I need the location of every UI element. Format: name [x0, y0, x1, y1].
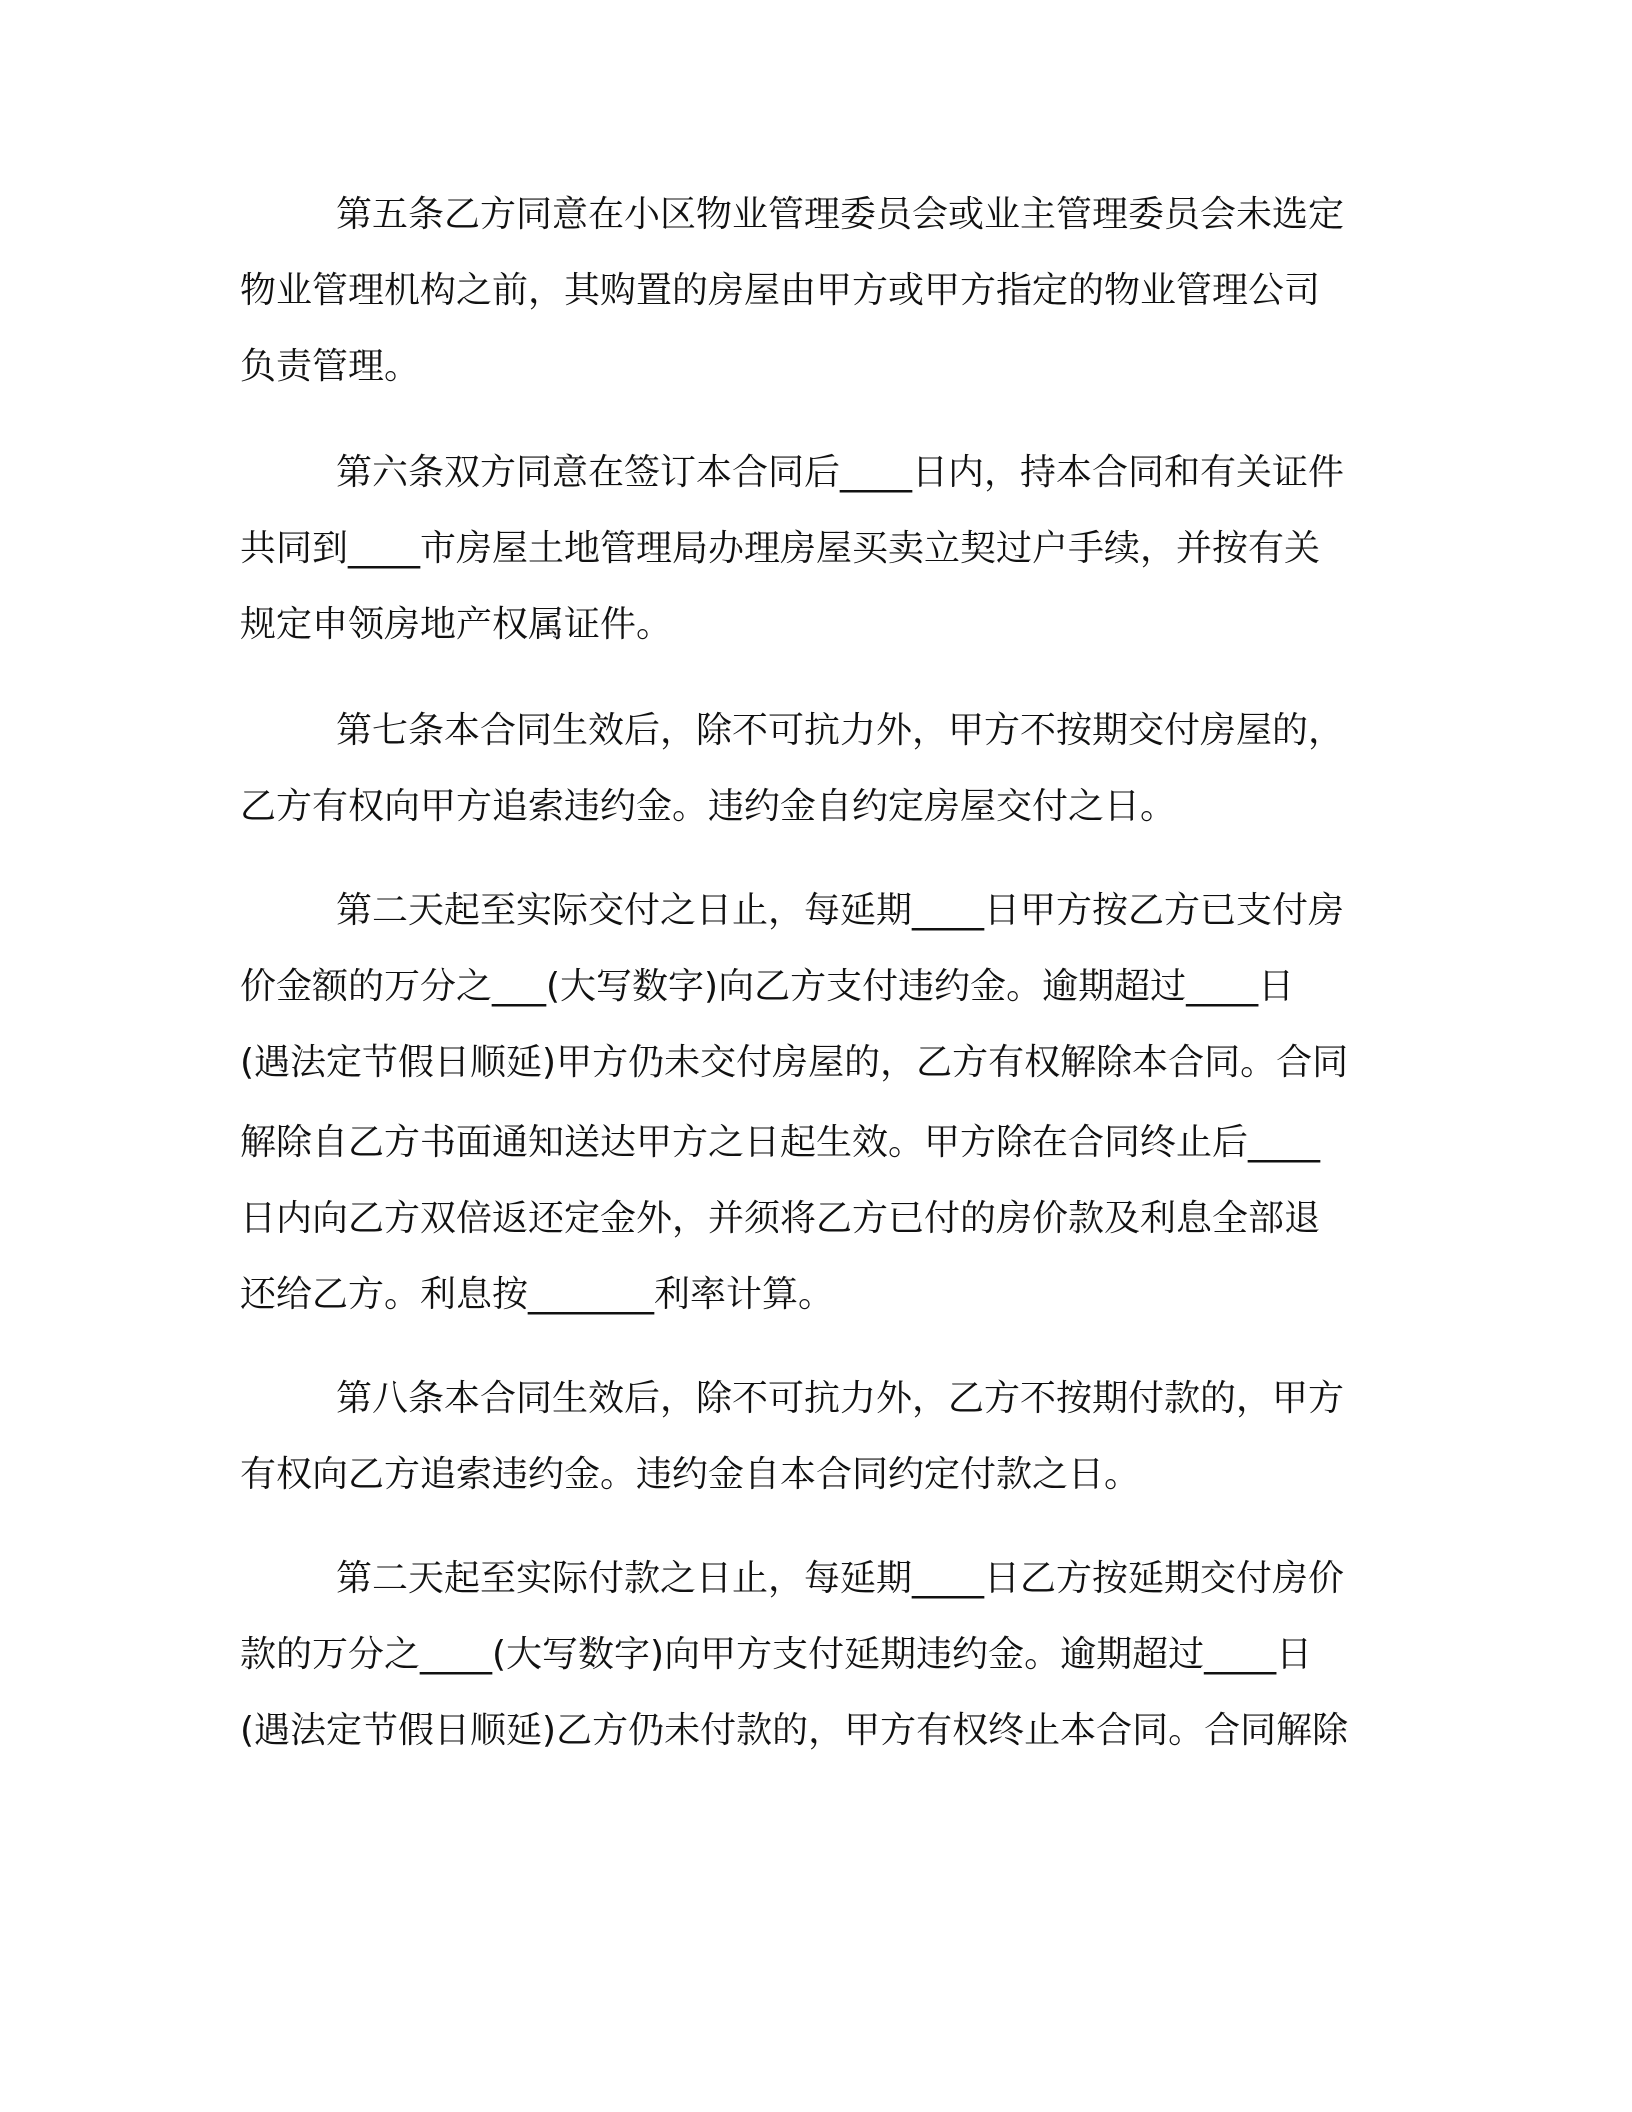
text-line: (遇法定节假日顺延)乙方仍未付款的，甲方有权终止本合同。合同解除: [240, 1710, 1349, 1751]
text-line: 第五条乙方同意在小区物业管理委员会或业主管理委员会未选定: [336, 194, 1345, 235]
text-line: (遇法定节假日顺延)甲方仍未交付房屋的，乙方有权解除本合同。合同: [240, 1042, 1349, 1083]
text-line: 款的万分之____(大写数字)向甲方支付延期违约金。逾期超过____日: [240, 1634, 1313, 1675]
text-line: 第八条本合同生效后，除不可抗力外，乙方不按期付款的，甲方: [336, 1378, 1345, 1419]
text-line: 第七条本合同生效后，除不可抗力外，甲方不按期交付房屋的，: [336, 710, 1345, 751]
text-line: 乙方有权向甲方追索违约金。违约金自约定房屋交付之日。: [240, 786, 1177, 827]
text-line: 有权向乙方追索违约金。违约金自本合同约定付款之日。: [240, 1454, 1141, 1495]
clause-6-paragraph: [240, 450, 1410, 648]
text-line: 第二天起至实际交付之日止，每延期____日甲方按乙方已支付房: [336, 890, 1345, 931]
clause-7-continuation-paragraph: [240, 888, 1410, 1318]
clause-5-paragraph: [240, 192, 1410, 390]
text-line: 物业管理机构之前，其购置的房屋由甲方或甲方指定的物业管理公司: [240, 270, 1321, 311]
clause-7-paragraph: [240, 708, 1410, 830]
clause-8-paragraph: [240, 1376, 1410, 1498]
text-line: 第六条双方同意在签订本合同后____日内，持本合同和有关证件: [336, 452, 1345, 493]
text-line: 负责管理。: [240, 346, 421, 387]
text-line: 第二天起至实际付款之日止，每延期____日乙方按延期交付房价: [336, 1558, 1345, 1599]
text-line: 还给乙方。利息按_______利率计算。: [240, 1274, 835, 1315]
clause-8-continuation-paragraph: [240, 1556, 1410, 1754]
text-line: 价金额的万分之___(大写数字)向乙方支付违约金。逾期超过____日: [240, 966, 1295, 1007]
text-line: 共同到____市房屋土地管理局办理房屋买卖立契过户手续，并按有关: [240, 528, 1321, 569]
text-line: 解除自乙方书面通知送达甲方之日起生效。甲方除在合同终止后____: [240, 1122, 1321, 1163]
text-line: 规定申领房地产权属证件。: [240, 604, 673, 645]
text-line: 日内向乙方双倍返还定金外，并须将乙方已付的房价款及利息全部退: [240, 1198, 1321, 1239]
